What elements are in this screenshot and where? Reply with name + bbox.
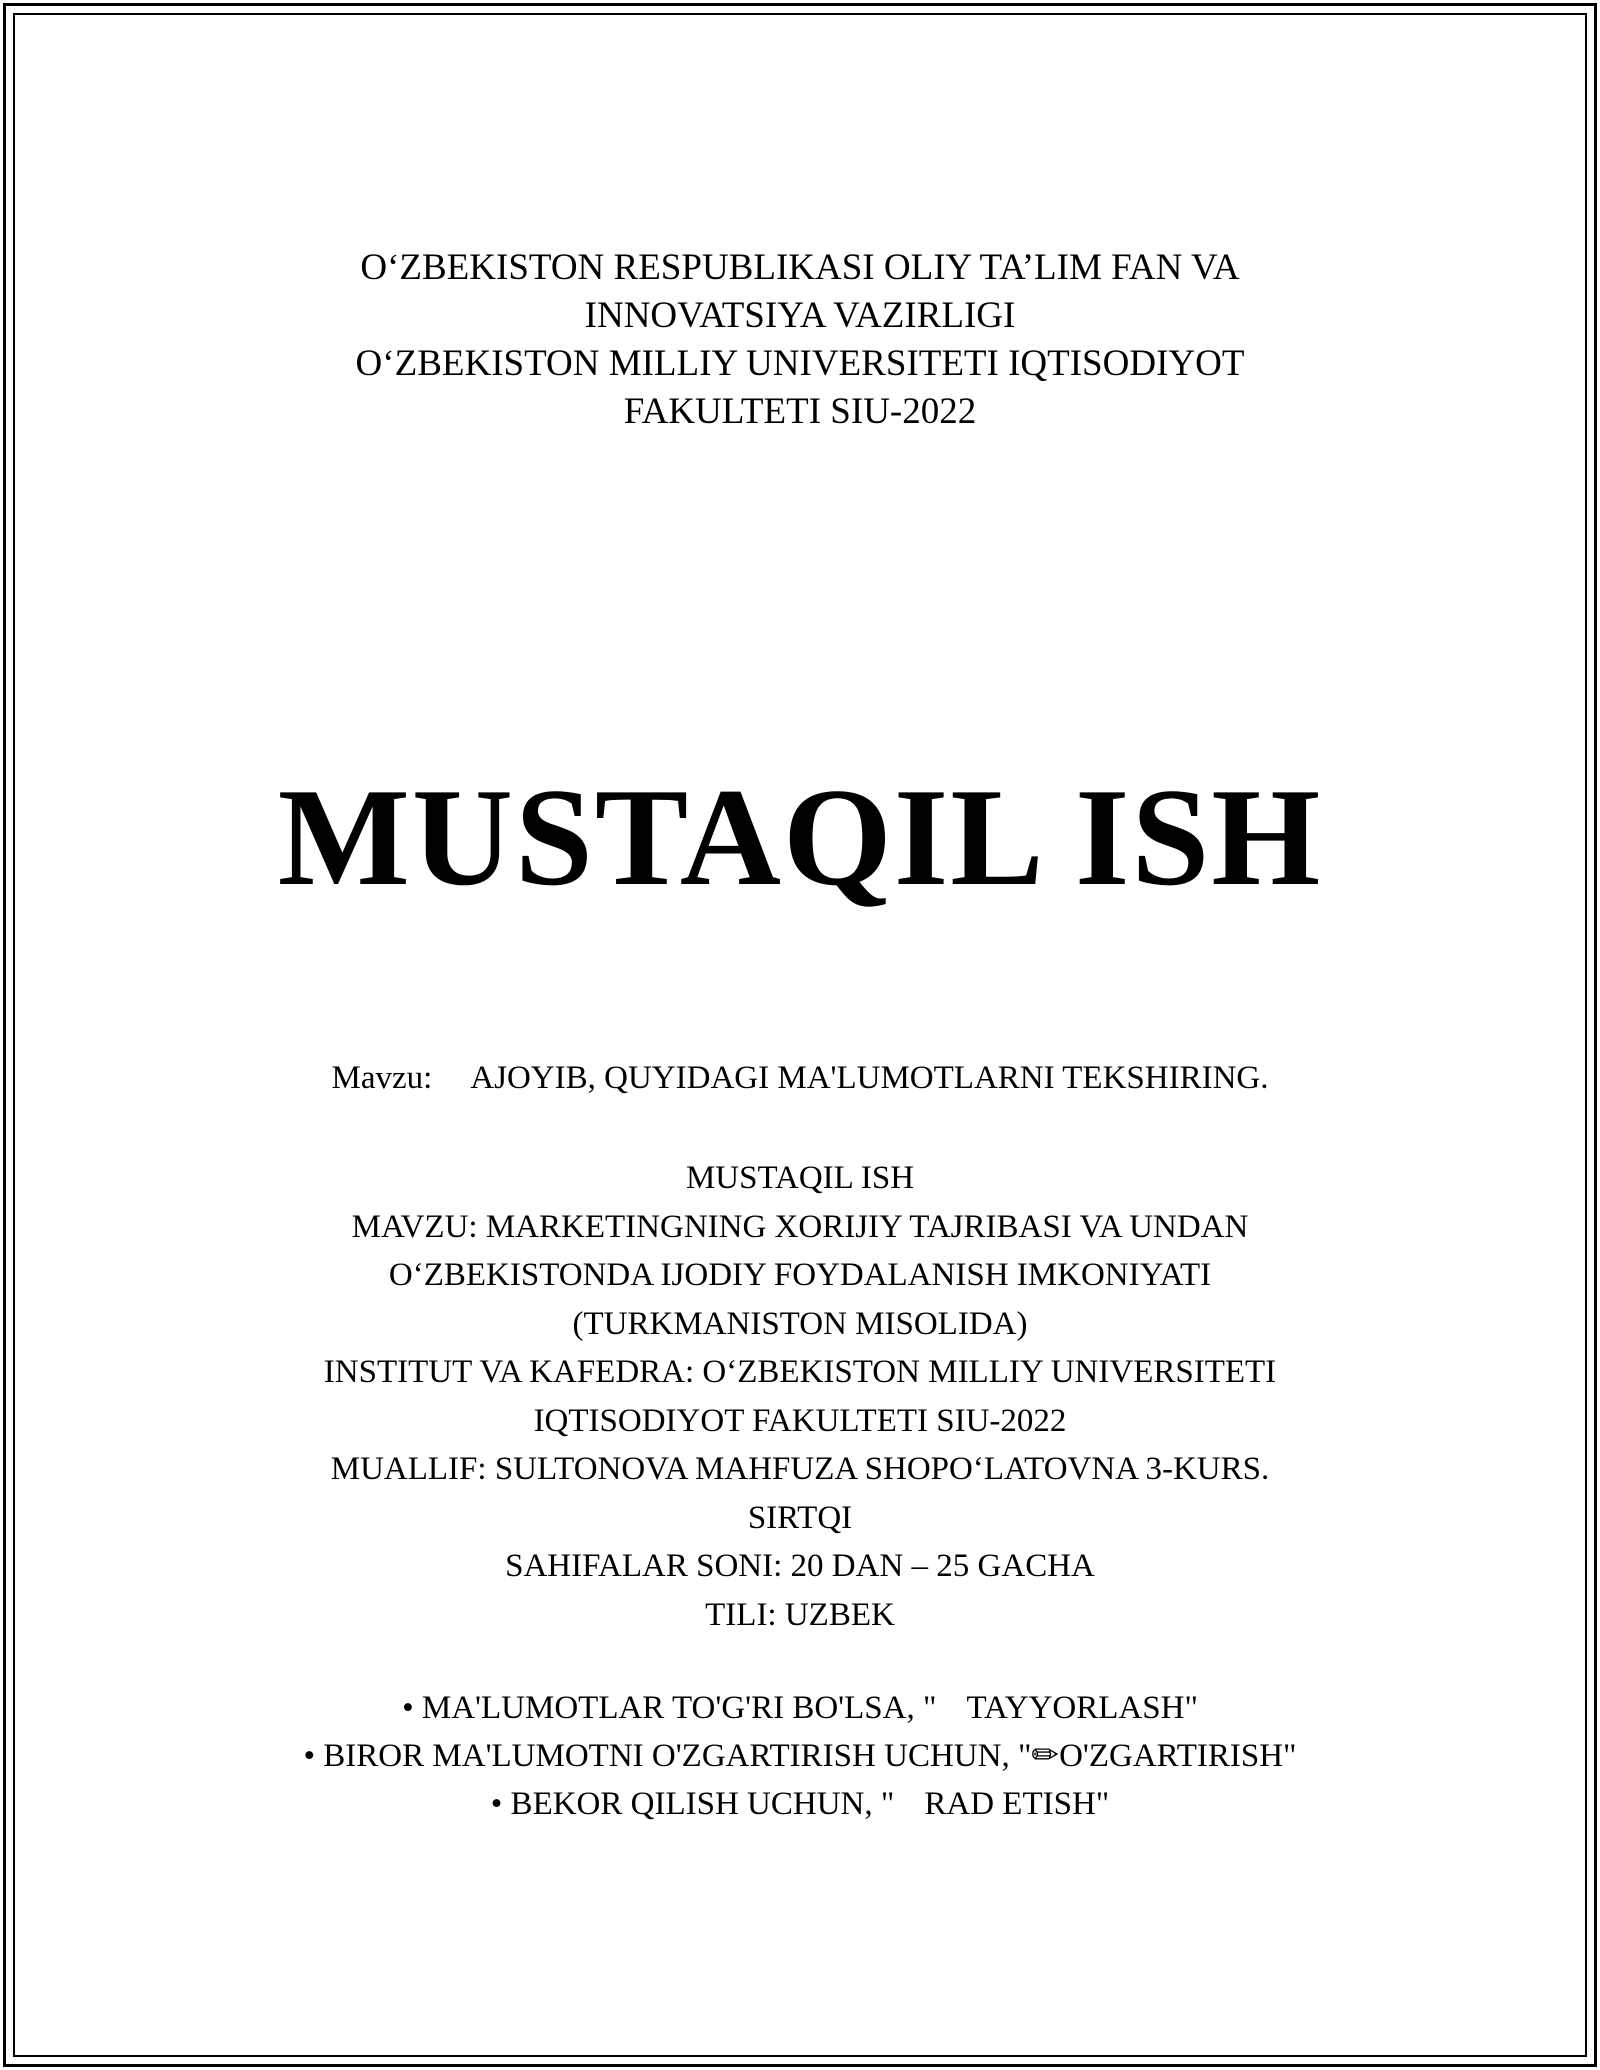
reject-button-label: RAD ETISH" (924, 1786, 1110, 1822)
edit-instruction (0, 1732, 1600, 1780)
edit-button-label: O'ZGARTIRISH" (1059, 1738, 1297, 1774)
topic-line (0, 1056, 1600, 1100)
details-line: MAVZU: MARKETINGNING XORIJIY TAJRIBASI VA UNDAN (351, 1208, 1249, 1245)
pencil-icon: ✏ (1031, 1738, 1060, 1774)
actions-block (0, 1684, 1600, 1828)
details-line: MUSTAQIL ISH (685, 1160, 915, 1196)
details-line: MUALLIF: SULTONOVA MAHFUZA SHOPO‘LATOVNA 3-KURS. (330, 1451, 1270, 1487)
details-block (0, 1154, 1600, 1639)
details-line: TILI: UZBEK (705, 1596, 895, 1633)
document-title: MUSTAQIL ISH (277, 760, 1323, 915)
topic-value: AJOYIB, QUYIDAGI MA'LUMOTLARNI TEKSHIRING. (470, 1060, 1269, 1096)
details-line: INSTITUT VA KAFEDRA: O‘ZBEKISTON MILLIY UNIVERSITETI (323, 1354, 1277, 1390)
header-line: INNOVATSIYA VAZIRLIGI (584, 295, 1016, 336)
edit-instruction-text: • BIROR MA'LUMOTNI O'ZGARTIRISH UCHUN, " (303, 1738, 1032, 1774)
prepare-instruction-text: • MA'LUMOTLAR TO'G'RI BO'LSA, " (402, 1690, 937, 1726)
prepare-button-label: TAYYORLASH" (966, 1690, 1198, 1726)
details-line: (TURKMANISTON MISOLIDA) (572, 1305, 1028, 1342)
topic-label: Mavzu: (331, 1060, 433, 1096)
header-line: FAKULTETI SIU-2022 (623, 391, 977, 432)
prepare-instruction (0, 1684, 1600, 1732)
details-line: SIRTQI (747, 1499, 853, 1536)
document-header (0, 244, 1600, 436)
reject-instruction-text: • BEKOR QILISH UCHUN, " (490, 1786, 895, 1822)
details-line: O‘ZBEKISTONDA IJODIY FOYDALANISH IMKONIYATI (388, 1257, 1212, 1293)
header-line: O‘ZBEKISTON RESPUBLIKASI OLIY TA’LIM FAN VA (360, 247, 1240, 288)
header-line: O‘ZBEKISTON MILLIY UNIVERSITETI IQTISODIYOT (355, 343, 1245, 384)
details-line: IQTISODIYOT FAKULTETI SIU-2022 (533, 1402, 1067, 1439)
details-line: SAHIFALAR SONI: 20 DAN – 25 GACHA (505, 1548, 1095, 1584)
reject-instruction (0, 1780, 1600, 1828)
